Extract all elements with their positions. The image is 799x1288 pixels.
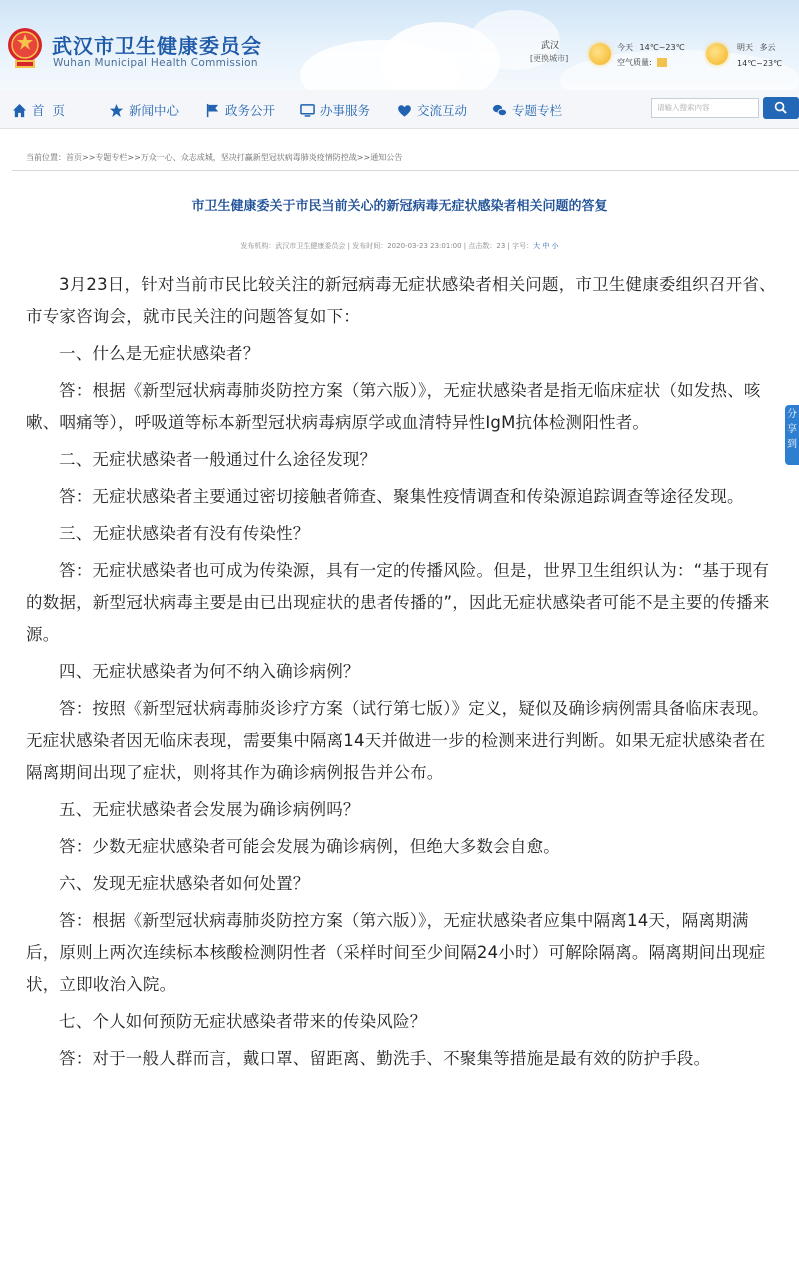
air-quality-badge	[657, 58, 667, 67]
home-icon	[12, 103, 27, 118]
paragraph-intro: 3月23日，针对当前市民比较关注的新冠病毒无症状感染者相关问题，市卫生健康委组织召开省、市专家咨询会，就市民关注的问题答复如下：	[26, 275, 776, 326]
question-7: 七、个人如何预防无症状感染者带来的传染风险？	[59, 1012, 427, 1031]
site-header	[0, 0, 799, 90]
question-2: 二、无症状感染者一般通过什么途径发现？	[59, 450, 377, 469]
monitor-icon	[300, 103, 315, 118]
chat-icon	[492, 103, 507, 118]
main-nav	[0, 90, 799, 129]
nav-gov-label: 政务公开	[225, 103, 276, 118]
breadcrumb-divider	[12, 170, 799, 171]
logo-subtitle: Wuhan Municipal Health Commission	[53, 57, 258, 69]
search-button[interactable]	[763, 97, 799, 119]
answer-6: 答：根据《新型冠状病毒肺炎防控方案（第六版）》，无症状感染者应集中隔离14天，隔离期满后，原则上两次连续标本核酸检测阴性者（采样时间至少间隔24小时）可解除隔离。隔离期间出现症状，立即收治入院。	[26, 911, 766, 994]
answer-4: 答：按照《新型冠状病毒肺炎诊疗方案（试行第七版）》定义，疑似及确诊病例需具备临床表现。无症状感染者因无临床表现，需要集中隔离14天并做进一步的检测来进行判断。如果无症状感染者在隔离期间出现了症状，则将其作为确诊病例报告并公布。	[26, 699, 769, 782]
nav-service-label: 办事服务	[320, 103, 371, 118]
article-body	[26, 269, 778, 1080]
logo-title[interactable]: 武汉市卫生健康委员会	[52, 34, 262, 58]
nav-interact[interactable]	[397, 101, 467, 119]
search-icon	[774, 101, 787, 114]
nav-special[interactable]	[492, 101, 562, 119]
today-label: 今天	[617, 43, 633, 52]
tomorrow-label: 明天	[737, 43, 753, 52]
nav-news-label: 新闻中心	[129, 103, 180, 118]
star-icon	[109, 103, 124, 118]
sun-icon	[706, 43, 728, 65]
question-6: 六、发现无症状感染者如何处置？	[59, 874, 310, 893]
air-quality-label: 空气质量:	[617, 58, 652, 67]
city-name: 武汉	[541, 41, 560, 51]
answer-3: 答：无症状感染者也可成为传染源，具有一定的传播风险。但是，世界卫生组织认为：“基于现有的数据，新型冠状病毒主要是由已出现症状的患者传播的”，因此无症状感染者可能不是主要的传播来源。	[26, 561, 770, 644]
answer-5: 答：少数无症状感染者可能会发展为确诊病例，但绝大多数会自愈。	[59, 837, 560, 856]
nav-news[interactable]	[109, 101, 179, 119]
question-5: 五、无症状感染者会发展为确诊病例吗？	[59, 800, 360, 819]
nav-interact-label: 交流互动	[417, 103, 468, 118]
breadcrumb[interactable]: 当前位置：首页>>专题专栏>>万众一心、众志成城，坚决打赢新型冠状病毒肺炎疫情防控战>>通知公告	[26, 153, 403, 162]
search-input[interactable]: 请输入搜索内容	[651, 98, 759, 118]
sun-icon	[589, 43, 611, 65]
tomorrow-weather: 多云	[759, 43, 776, 52]
nav-home-label: 首 页	[32, 103, 65, 118]
tomorrow-temp: 14℃~23℃	[737, 59, 783, 68]
flag-icon	[205, 103, 220, 118]
font-size-switcher[interactable]: 大 中 小	[533, 242, 559, 250]
article-meta	[0, 241, 799, 251]
answer-2: 答：无症状感染者主要通过密切接触者筛查、聚集性疫情调查和传染源追踪调查等途径发现。	[59, 487, 744, 506]
question-3: 三、无症状感染者有没有传染性？	[59, 524, 310, 543]
city-switch-link[interactable]: [更换城市]	[530, 54, 569, 63]
article-title: 市卫生健康委关于市民当前关心的新冠病毒无症状感染者相关问题的答复	[191, 199, 608, 214]
nav-gov[interactable]	[205, 101, 275, 119]
share-button[interactable]: 分享到	[785, 405, 799, 465]
nav-service[interactable]	[300, 101, 370, 119]
heart-icon	[397, 103, 412, 118]
emblem-icon	[6, 26, 44, 72]
answer-7: 答：对于一般人群而言，戴口罩、留距离、勤洗手、不聚集等措施是最有效的防护手段。	[59, 1049, 711, 1068]
today-temp: 14℃~23℃	[639, 43, 685, 52]
question-1: 一、什么是无症状感染者？	[59, 344, 260, 363]
article-meta-text: 发布机构：武汉市卫生健康委员会 | 发布时间：2020-03-23 23:01:00 | 点击数：23 | 字号：	[240, 242, 534, 250]
nav-special-label: 专题专栏	[512, 103, 563, 118]
question-4: 四、无症状感染者为何不纳入确诊病例？	[59, 662, 360, 681]
answer-1: 答：根据《新型冠状病毒肺炎防控方案（第六版）》，无症状感染者是指无临床症状（如发热、咳嗽、咽痛等），呼吸道等标本新型冠状病毒病原学或血清特异性IgM抗体检测阳性者。	[26, 381, 761, 432]
nav-home[interactable]	[12, 101, 65, 119]
